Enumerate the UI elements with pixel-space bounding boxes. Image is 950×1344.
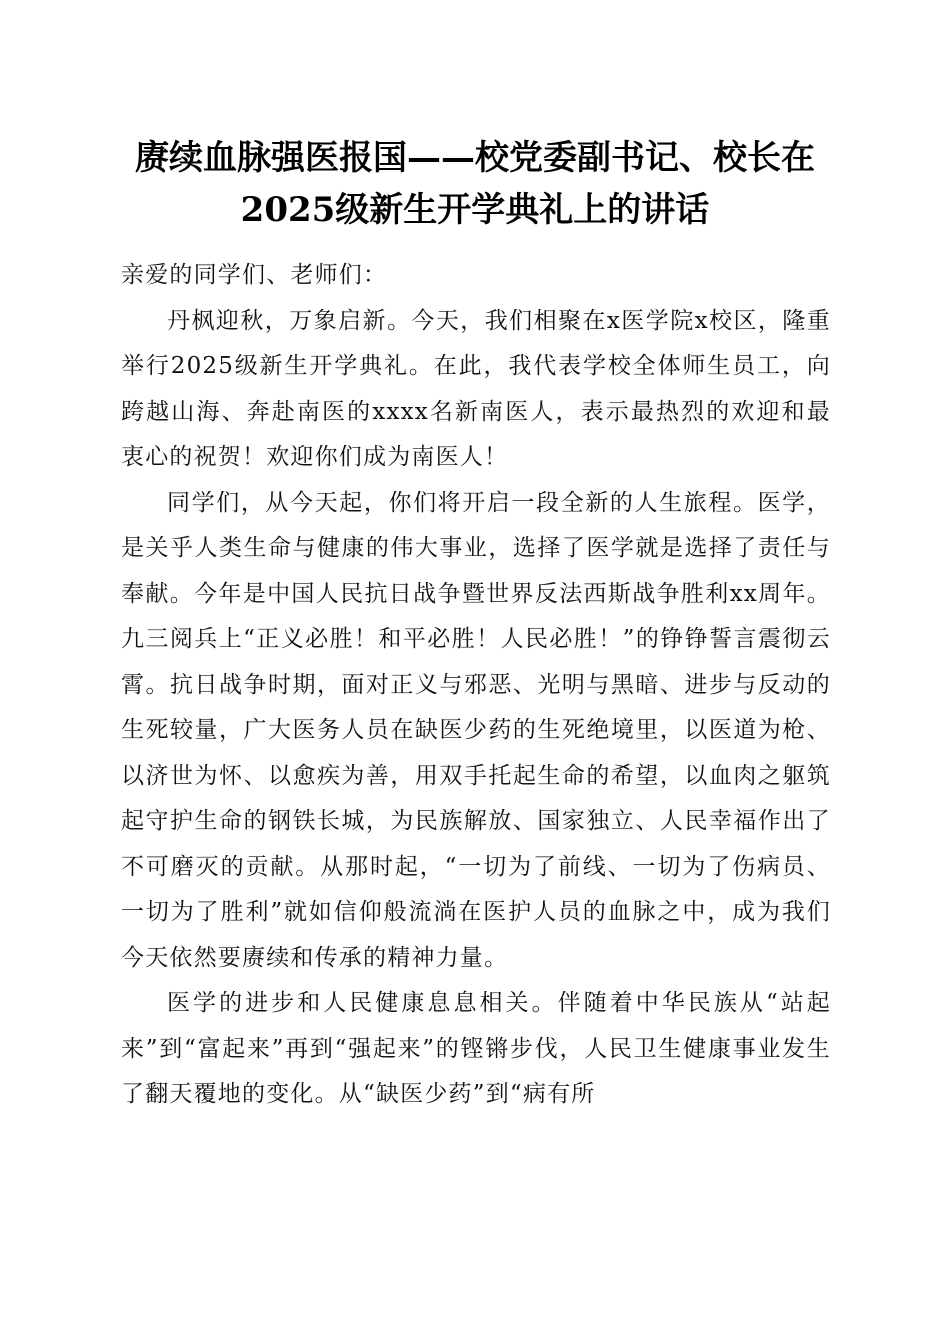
title-line-2: 2025级新生开学典礼上的讲话 <box>240 190 710 230</box>
document-body <box>121 253 831 1118</box>
salutation: 亲爱的同学们、老师们： <box>121 262 388 288</box>
paragraph-1: 丹枫迎秋，万象启新。今天，我们相聚在x医学院x校区，隆重举行2025级新生开学典礼。在此，我代表学校全体师生员工，向跨越山海、奔赴南医的xxxx名新南医人，表示最热烈的欢迎和最衷心的祝贺！欢迎你们成为南医人！ <box>121 307 831 470</box>
paragraph-3: 医学的进步和人民健康息息相关。伴随着中华民族从“站起来”到“富起来”再到“强起来”的铿锵步伐，人民卫生健康事业发生了翻天覆地的变化。从“缺医少药”到“病有所 <box>121 990 831 1107</box>
document-title <box>100 132 850 236</box>
paragraph-2: 同学们，从今天起，你们将开启一段全新的人生旅程。医学，是关乎人类生命与健康的伟大事业，选择了医学就是选择了责任与奉献。今年是中国人民抗日战争暨世界反法西斯战争胜利xx周年。九三阅兵上“正义必胜！和平必胜！人民必胜！”的铮铮誓言震彻云霄。抗日战争时期，面对正义与邪恶、光明与黑暗、进步与反动的生死较量，广大医务人员在缺医少药的生死绝境里，以医道为枪、以济世为怀、以愈疾为善，用双手托起生命的希望，以血肉之躯筑起守护生命的钢铁长城，为民族解放、国家独立、人民幸福作出了不可磨灭的贡献。从那时起，“一切为了前线、一切为了伤病员、一切为了胜利”就如信仰般流淌在医护人员的血脉之中，成为我们今天依然要赓续和传承的精神力量。 <box>121 489 831 971</box>
title-line-1: 赓续血脉强医报国——校党委副书记、校长在 <box>135 138 815 178</box>
